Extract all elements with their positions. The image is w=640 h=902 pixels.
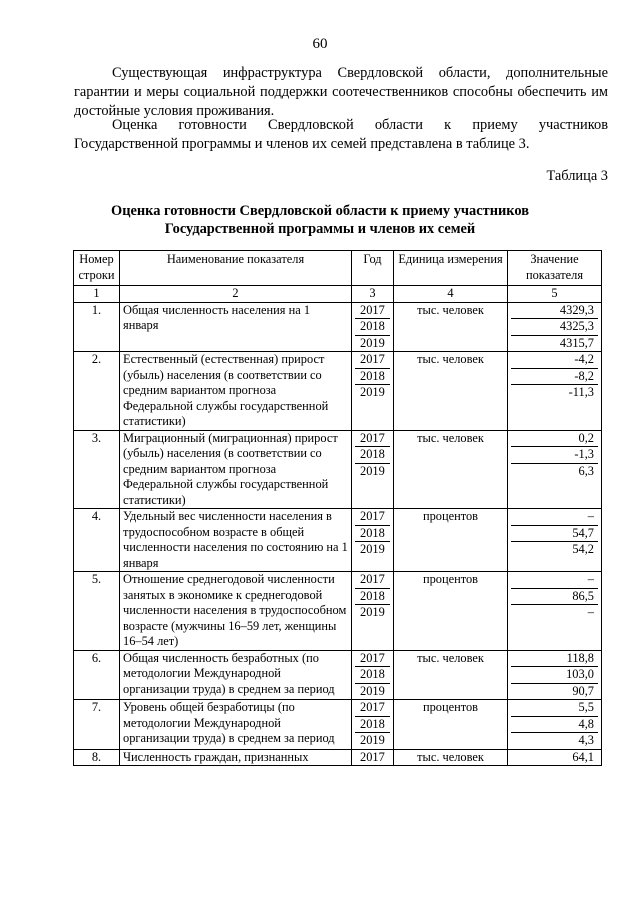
- row-number: 4.: [74, 509, 120, 572]
- indicator-name: Общая численность безработных (по методологии Международной организации труда) в среднем за период: [120, 650, 352, 700]
- row-number: 6.: [74, 650, 120, 700]
- table-header-row: [74, 251, 602, 286]
- indicator-value: 6,3: [578, 463, 594, 478]
- unit-of-measure: процентов: [394, 572, 508, 651]
- indicator-name: Удельный вес численности населения в трудоспособном возрасте в общей численности населения по состоянию на 1 января: [120, 509, 352, 572]
- header-row-number: Номер строки: [74, 251, 120, 286]
- year-value: 2019: [360, 463, 385, 478]
- table-label: Таблица 3: [546, 168, 608, 184]
- indicator-value: 54,7: [511, 526, 598, 543]
- column-number: 4: [394, 286, 508, 303]
- indicator-name: Численность граждан, признанных: [120, 749, 352, 766]
- table-title-line: Государственной программы и членов их семей: [164, 221, 476, 237]
- year-value: 2019: [360, 683, 385, 698]
- table-row: [74, 572, 602, 651]
- row-number: 3.: [74, 430, 120, 509]
- value-cell: [508, 650, 602, 700]
- header-unit: Единица измерения: [394, 251, 508, 286]
- page-number: 60: [312, 36, 328, 52]
- year-value: 2018: [355, 319, 390, 336]
- value-cell: [508, 572, 602, 651]
- year-value: 2017: [355, 352, 390, 369]
- paragraph-text: Оценка готовности Свердловской области к приему участников Государственной программы и членов их семей представлена в таблице 3.: [74, 117, 608, 152]
- indicator-value: -4,2: [511, 352, 598, 369]
- year-value: 2019: [360, 542, 385, 556]
- year-value: 2017: [355, 303, 390, 320]
- indicator-value: 64,1: [572, 749, 594, 764]
- indicator-value: 4,8: [511, 717, 598, 734]
- table-row: [74, 430, 602, 509]
- table-row: [74, 650, 602, 700]
- year-cell: [352, 352, 394, 431]
- year-cell: [352, 572, 394, 651]
- row-number: 2.: [74, 352, 120, 431]
- year-value: 2017: [355, 572, 390, 589]
- table-row: [74, 749, 602, 766]
- paragraph-infrastructure: [74, 64, 608, 121]
- indicator-value: -11,3: [568, 385, 594, 399]
- value-cell: [508, 302, 602, 352]
- unit-of-measure: процентов: [394, 700, 508, 750]
- indicator-value: 0,2: [511, 431, 598, 448]
- year-value: 2017: [360, 749, 385, 764]
- unit-of-measure: тыс. человек: [394, 430, 508, 509]
- column-number: 3: [352, 286, 394, 303]
- year-value: 2018: [355, 447, 390, 464]
- year-value: 2017: [355, 700, 390, 717]
- year-cell: [352, 650, 394, 700]
- unit-of-measure: тыс. человек: [394, 302, 508, 352]
- paragraph-text: Существующая инфраструктура Свердловской области, дополнительные гарантии и меры социальной поддержки соотечественников способны обеспечить им достойные условия проживания.: [74, 65, 608, 119]
- column-number: 1: [74, 286, 120, 303]
- indicator-name: Естественный (естественная) прирост (убыль) населения (в соответствии со средним вариантом прогноза Федеральной службы государственной статистики): [120, 352, 352, 431]
- indicator-value: 90,7: [572, 683, 594, 698]
- indicator-value: 5,5: [511, 700, 598, 717]
- year-cell: [352, 509, 394, 572]
- header-year: Год: [352, 251, 394, 286]
- row-number: 5.: [74, 572, 120, 651]
- indicator-value: 4315,7: [559, 335, 594, 350]
- year-value: 2018: [355, 369, 390, 386]
- indicator-name: Миграционный (миграционная) прирост (убыль) населения (в соответствии со средним вариантом прогноза Федеральной службы государственной статистики): [120, 430, 352, 509]
- value-cell: [508, 700, 602, 750]
- value-cell: [508, 509, 602, 572]
- year-value: 2018: [355, 717, 390, 734]
- table-row: [74, 352, 602, 431]
- year-value: 2018: [355, 667, 390, 684]
- indicators-table: [73, 250, 602, 766]
- unit-of-measure: тыс. человек: [394, 352, 508, 431]
- header-indicator-name: Наименование показателя: [120, 251, 352, 286]
- table-row: [74, 509, 602, 572]
- paragraph-readiness: [74, 116, 608, 154]
- indicator-value: -8,2: [511, 369, 598, 386]
- table-title-line: Оценка готовности Свердловской области к приему участников: [111, 203, 529, 219]
- year-value: 2017: [355, 509, 390, 526]
- indicator-value: 54,2: [572, 542, 594, 556]
- table-row: [74, 302, 602, 352]
- year-cell: [352, 430, 394, 509]
- column-number-row: [74, 286, 602, 303]
- table-row: [74, 700, 602, 750]
- table-body: [74, 302, 602, 766]
- indicator-value: 4325,3: [511, 319, 598, 336]
- row-number: 8.: [74, 749, 120, 766]
- value-cell: [508, 749, 602, 766]
- indicator-value: 4,3: [578, 733, 594, 747]
- year-cell: [352, 302, 394, 352]
- year-value: 2019: [360, 335, 385, 350]
- indicator-value: 103,0: [511, 667, 598, 684]
- indicator-value: -1,3: [511, 447, 598, 464]
- indicator-value: –: [587, 605, 594, 619]
- value-cell: [508, 352, 602, 431]
- year-value: 2019: [360, 605, 385, 619]
- indicator-value: –: [511, 572, 598, 589]
- year-value: 2017: [355, 651, 390, 668]
- unit-of-measure: тыс. человек: [394, 749, 508, 766]
- column-number: 2: [120, 286, 352, 303]
- header-value: Значение показателя: [508, 251, 602, 286]
- indicator-name: Отношение среднегодовой численности занятых в экономике к среднегодовой численности населения в трудоспособном возрасте (мужчины 16–59 лет, женщины 16–54 лет): [120, 572, 352, 651]
- indicator-value: 4329,3: [511, 303, 598, 320]
- indicator-name: Общая численность населения на 1 января: [120, 302, 352, 352]
- year-value: 2019: [360, 385, 385, 399]
- year-value: 2018: [355, 589, 390, 606]
- row-number: 7.: [74, 700, 120, 750]
- year-cell: [352, 700, 394, 750]
- value-cell: [508, 430, 602, 509]
- column-number: 5: [508, 286, 602, 303]
- indicator-value: 118,8: [511, 651, 598, 668]
- row-number: 1.: [74, 302, 120, 352]
- year-cell: [352, 749, 394, 766]
- year-value: 2019: [360, 733, 385, 747]
- table-title: [0, 202, 640, 238]
- unit-of-measure: процентов: [394, 509, 508, 572]
- indicator-name: Уровень общей безработицы (по методологии Международной организации труда) в среднем за период: [120, 700, 352, 750]
- indicator-value: –: [511, 509, 598, 526]
- year-value: 2017: [355, 431, 390, 448]
- year-value: 2018: [355, 526, 390, 543]
- unit-of-measure: тыс. человек: [394, 650, 508, 700]
- indicator-value: 86,5: [511, 589, 598, 606]
